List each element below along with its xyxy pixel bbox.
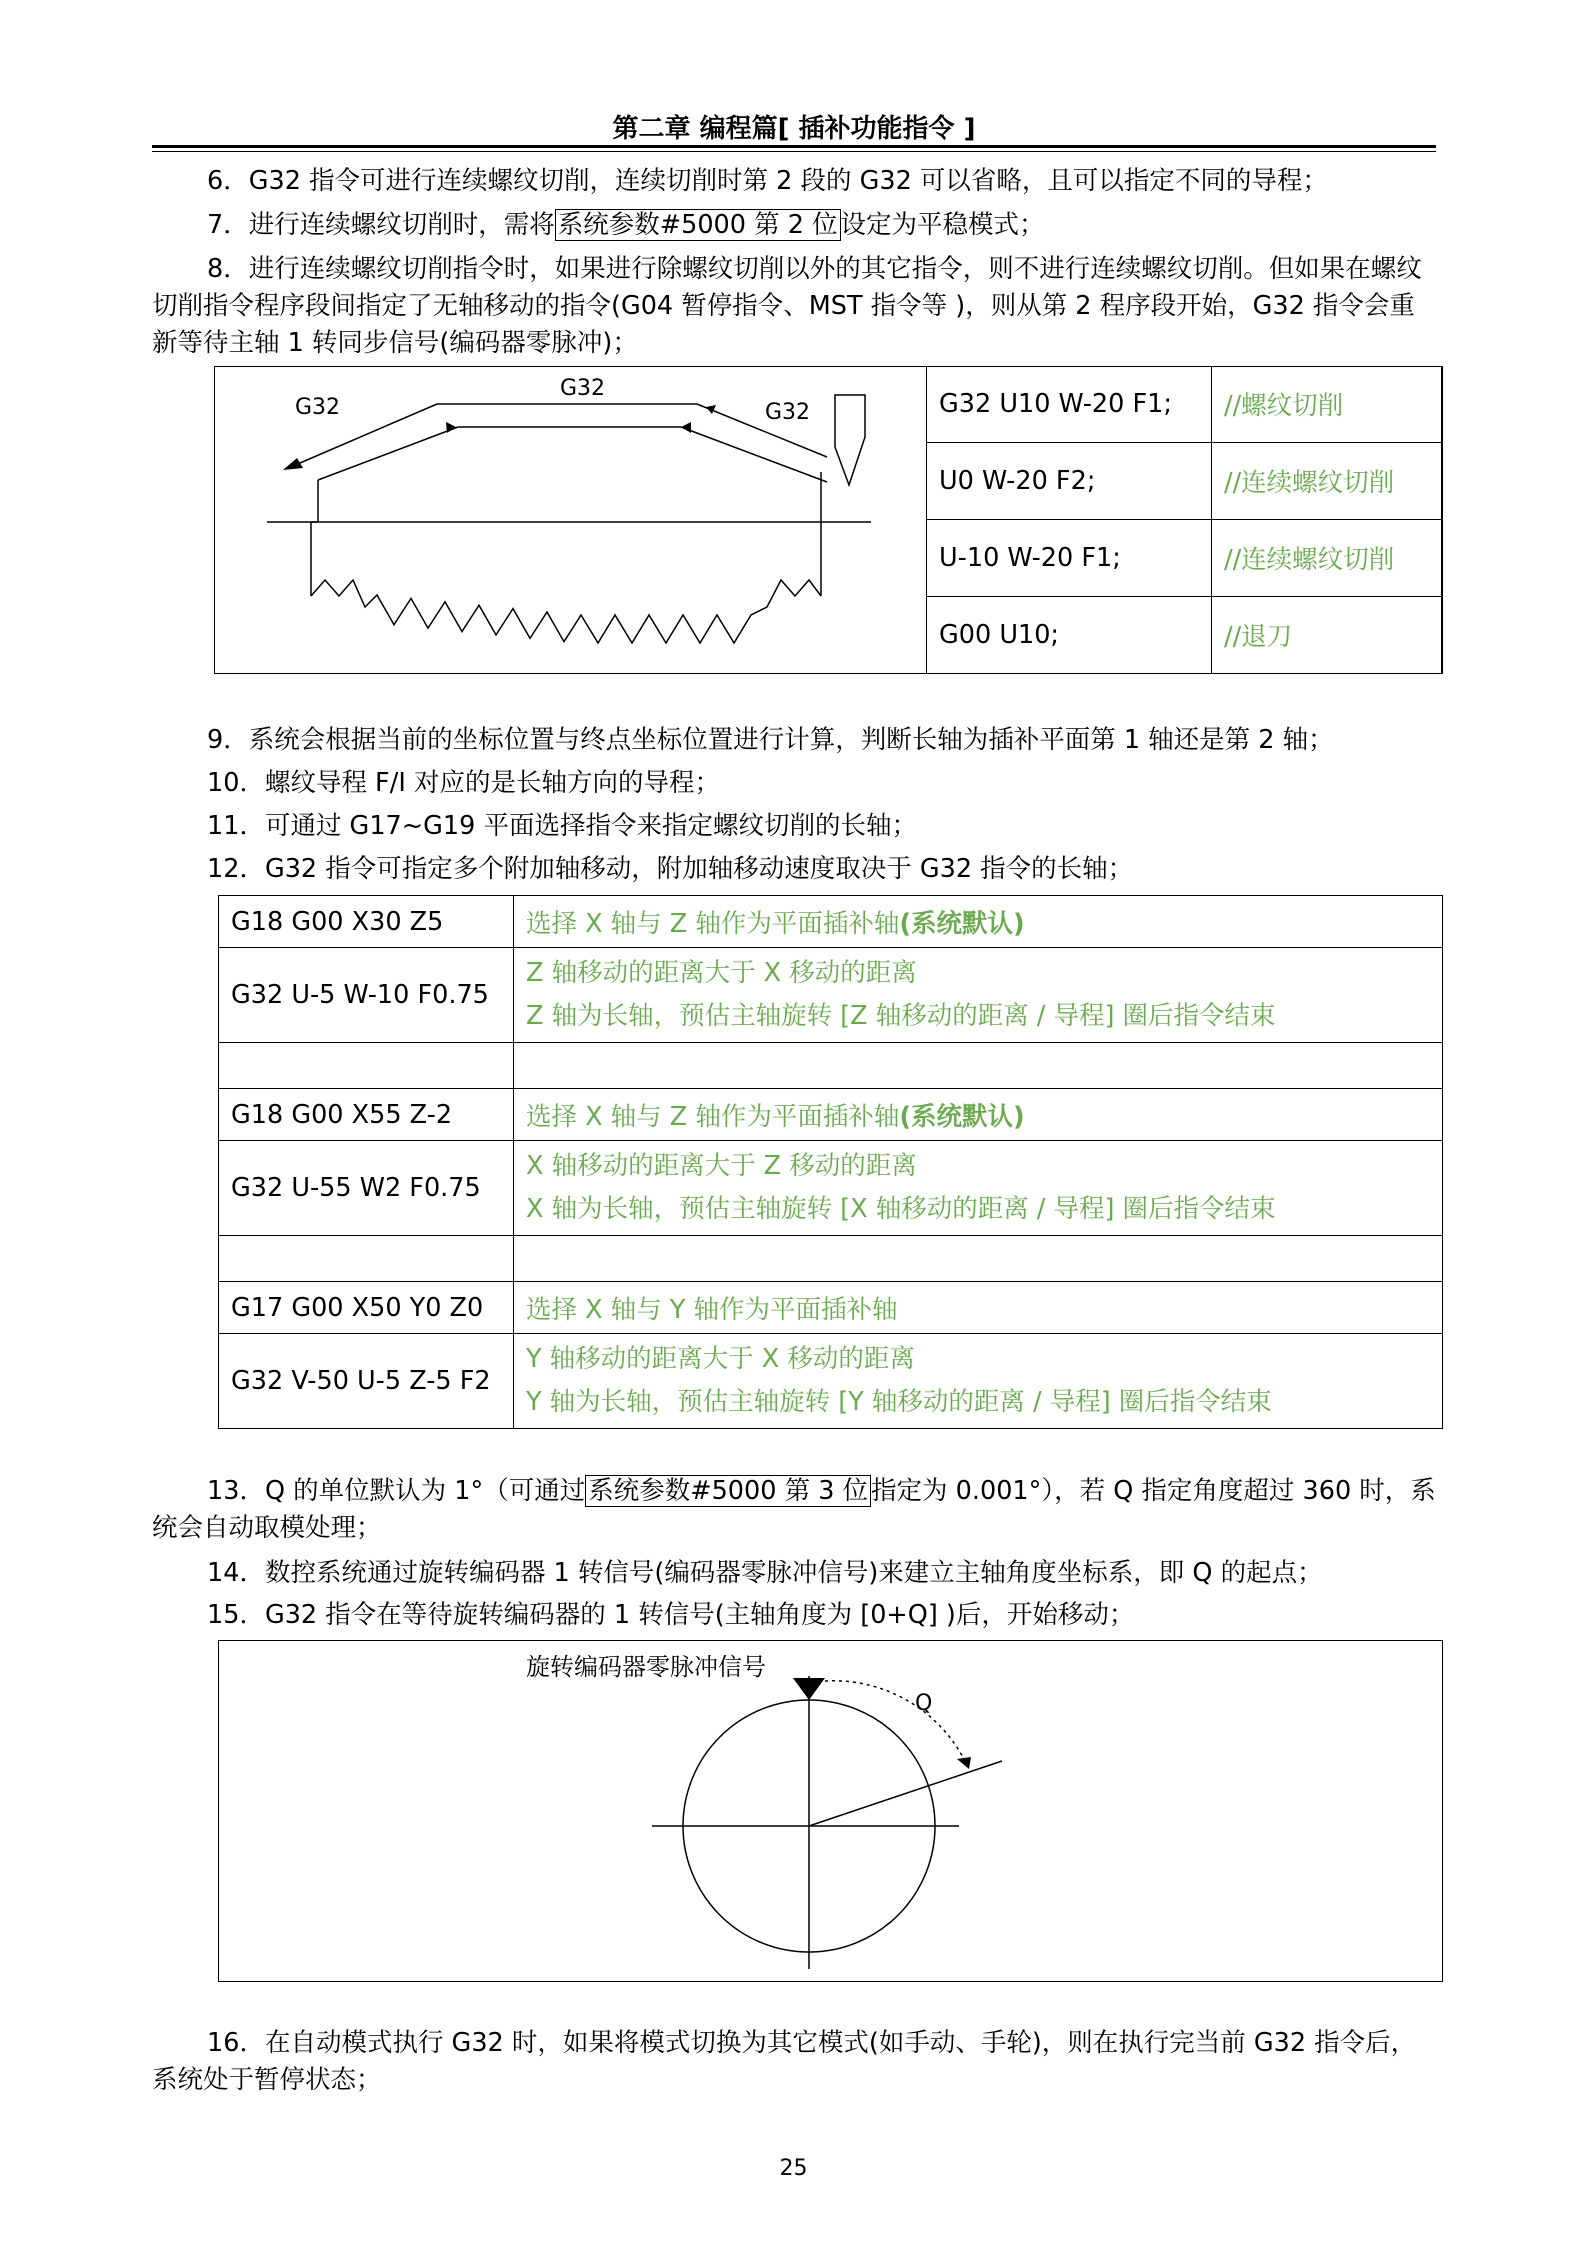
continuous-thread-figure xyxy=(214,366,1442,674)
header-rule-thin xyxy=(152,151,1436,152)
comment-default: (系统默认) xyxy=(899,908,1025,939)
code-cell: G32 U10 W-20 F1; xyxy=(927,366,1212,443)
code-cell: G17 G00 X50 Y0 Z0 xyxy=(219,1282,514,1334)
table-row xyxy=(219,1089,1443,1141)
code-cell: G18 G00 X55 Z-2 xyxy=(219,1089,514,1141)
item-8: 8．进行连续螺纹切削指令时，如果进行除螺纹切削以外的其它指令，则不进行连续螺纹切削。但如果在螺纹切削指令程序段间指定了无轴移动的指令(G04 暂停指令、MST 指令等 )，则从第 2 程序段开始，G32 指令会重新等待主轴 1 转同步信号(编码器零脉冲)； xyxy=(152,254,1422,358)
comment-text: 选择 X 轴与 Z 轴作为平面插补轴 xyxy=(526,908,900,939)
comment-cell: //连续螺纹切削 xyxy=(1212,520,1443,597)
cutting-tool xyxy=(835,395,865,485)
code-cell: G32 U-5 W-10 F0.75 xyxy=(219,948,514,1043)
table-row xyxy=(927,520,1443,597)
item-11: 11．可通过 G17~G19 平面选择指令来指定螺纹切削的长轴； xyxy=(207,811,917,841)
param-box-5000-bit3: 系统参数#5000 第 3 位 xyxy=(585,1475,871,1507)
comment-cell xyxy=(514,1334,1443,1429)
page-number: 25 xyxy=(779,2156,808,2181)
comment-line-2: Z 轴为长轴，预估主轴旋转 [Z 轴移动的距离 / 导程] 圈后指令结束 xyxy=(526,1001,1276,1031)
thread-profile xyxy=(311,580,821,643)
code-cell: G18 G00 X30 Z5 xyxy=(219,896,514,948)
table-row xyxy=(219,1236,1443,1282)
code-cell: G32 U-55 W2 F0.75 xyxy=(219,1141,514,1236)
label-g32-right: G32 xyxy=(765,400,811,425)
item-6: 6．G32 指令可进行连续螺纹切削，连续切削时第 2 段的 G32 可以省略，且可以指定不同的导程； xyxy=(207,166,1328,196)
table-row xyxy=(219,1043,1443,1089)
item-15: 15．G32 指令在等待旋转编码器的 1 转信号(主轴角度为 [0+Q] )后，开始移动； xyxy=(207,1600,1135,1630)
comment-default: (系统默认) xyxy=(899,1101,1025,1132)
comment-cell xyxy=(514,1141,1443,1236)
code-cell xyxy=(219,1236,514,1282)
comment-cell xyxy=(514,948,1443,1043)
item-14: 14．数控系统通过旋转编码器 1 转信号(编码器零脉冲信号)来建立主轴角度坐标系，即 Q 的起点； xyxy=(207,1558,1323,1588)
comment-line-2: Y 轴为长轴，预估主轴旋转 [Y 轴移动的距离 / 导程] 圈后指令结束 xyxy=(526,1387,1272,1417)
encoder-q-figure xyxy=(218,1640,1443,1982)
comment-cell: //退刀 xyxy=(1212,596,1443,673)
item-10: 10．螺纹导程 F/I 对应的是长轴方向的导程； xyxy=(207,768,720,798)
table-row xyxy=(219,1334,1443,1429)
comment-line-1: X 轴移动的距离大于 Z 移动的距离 xyxy=(526,1151,917,1181)
comment-text: 选择 X 轴与 Z 轴作为平面插补轴 xyxy=(526,1101,900,1132)
comment-line-2: X 轴为长轴，预估主轴旋转 [X 轴移动的距离 / 导程] 圈后指令结束 xyxy=(526,1194,1276,1224)
label-g32-left: G32 xyxy=(295,395,341,420)
table-row xyxy=(927,443,1443,520)
item-7-suffix: 设定为平稳模式； xyxy=(840,210,1045,240)
comment-cell xyxy=(514,1236,1443,1282)
continuous-thread-code-table xyxy=(926,366,1443,674)
q-label: Q xyxy=(915,1691,933,1716)
item-13-suffix: 指定为 0.001°），若 Q 指定角度超过 360 时，系统会自动取模处理； xyxy=(152,1476,1436,1543)
code-cell: U-10 W-20 F1; xyxy=(927,520,1212,597)
param-box-5000-bit2: 系统参数#5000 第 2 位 xyxy=(555,209,841,241)
item-13 xyxy=(152,1473,1436,1547)
comment-line-1: Z 轴移动的距离大于 X 移动的距离 xyxy=(526,958,917,988)
page-header-title: 第二章 编程篇[ 插补功能指令 ] xyxy=(612,114,976,144)
item-16: 16．在自动模式执行 G32 时，如果将模式切换为其它模式(如手动、手轮)，则在执行完当前 G32 指令后，系统处于暂停状态； xyxy=(152,2028,1417,2095)
item-9: 9．系统会根据当前的坐标位置与终点坐标位置进行计算，判断长轴为插补平面第 1 轴还是第 2 轴； xyxy=(207,725,1334,755)
item-7 xyxy=(152,207,1436,244)
thread-diagram xyxy=(215,367,927,673)
item-12: 12．G32 指令可指定多个附加轴移动，附加轴移动速度取决于 G32 指令的长轴； xyxy=(207,854,1134,884)
q-angle-ray xyxy=(809,1761,1002,1826)
comment-cell xyxy=(514,1089,1443,1141)
table-row xyxy=(219,1282,1443,1334)
comment-line-1: Y 轴移动的距离大于 X 移动的距离 xyxy=(526,1344,915,1374)
code-cell: U0 W-20 F2; xyxy=(927,443,1212,520)
comment-cell: //连续螺纹切削 xyxy=(1212,443,1443,520)
item-13-prefix: 13．Q 的单位默认为 1°（可通过 xyxy=(207,1476,586,1506)
table-row xyxy=(927,596,1443,673)
comment-cell xyxy=(514,896,1443,948)
code-cell: G00 U10; xyxy=(927,596,1212,673)
encoder-zero-pulse-label: 旋转编码器零脉冲信号 xyxy=(526,1653,766,1681)
table-row xyxy=(219,896,1443,948)
table-row xyxy=(927,366,1443,443)
label-g32-top: G32 xyxy=(560,376,606,401)
comment-cell: //螺纹切削 xyxy=(1212,366,1443,443)
table-row xyxy=(219,1141,1443,1236)
item-7-prefix: 7．进行连续螺纹切削时，需将 xyxy=(207,210,555,240)
encoder-diagram xyxy=(219,1641,1441,1981)
header-rule-thick xyxy=(152,145,1436,148)
table-row xyxy=(219,948,1443,1043)
comment-cell xyxy=(514,1043,1443,1089)
code-cell: G32 V-50 U-5 Z-5 F2 xyxy=(219,1334,514,1429)
long-axis-example-table xyxy=(218,895,1443,1429)
comment-cell: 选择 X 轴与 Y 轴作为平面插补轴 xyxy=(514,1282,1443,1334)
code-cell xyxy=(219,1043,514,1089)
